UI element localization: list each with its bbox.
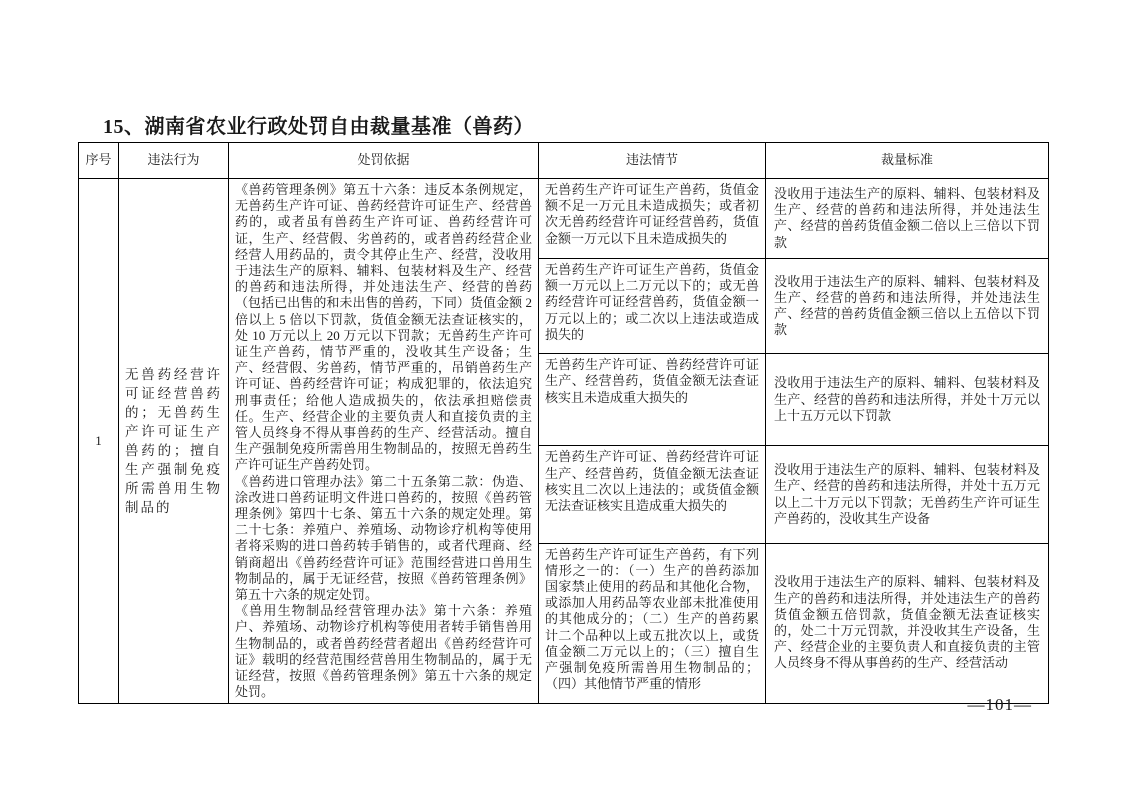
table-row	[79, 179, 1049, 259]
cell-standard-1: 没收用于违法生产的原料、辅料、包装材料及生产、经营的兽药和违法所得，并处违法生产、经营的兽药货值金额二倍以上三倍以下罚款	[766, 179, 1049, 259]
cell-standard-3: 没收用于违法生产的原料、辅料、包装材料及生产、经营的兽药和违法所得，并处十万元以上十五万元以下罚款	[766, 354, 1049, 446]
cell-illegal-act	[119, 179, 229, 704]
page-title: 15、湖南省农业行政处罚自由裁量基准（兽药）	[103, 116, 534, 138]
col-header-illegal-act: 违法行为	[119, 143, 229, 179]
cell-circumstance-1: 无兽药生产许可证生产兽药，货值金额不足一万元且未造成损失；或者初次无兽药经营许可证经营兽药，货值金额一万元以下且未造成损失的	[539, 179, 766, 259]
cell-penalty-basis	[229, 179, 539, 704]
cell-circumstance-5: 无兽药生产许可证生产兽药，有下列情形之一的：（一）生产的兽药添加国家禁止使用的药品和其他化合物，或添加人用药品等农业部未批准使用的其他成分的；（二）生产的兽药累计二个品种以上或五批次以上，或货值金额二万元以上的；（三）擅自生产强制免疫所需兽用生物制品的；（四）其他情节严重的情形	[539, 543, 766, 703]
penalty-basis-paragraph-1: 《兽药管理条例》第五十六条：违反本条例规定，无兽药生产许可证、兽药经营许可证生产、经营兽药的，或者虽有兽药生产许可证、兽药经营许可证，生产、经营假、劣兽药的，或者兽药经营企业经营人用药品的，责令其停止生产、经营，没收用于违法生产的原料、辅料、包装材料及生产、经营的兽药和违法所得，并处违法生产、经营的兽药（包括已出售的和未出售的兽药，下同）货值金额 2 倍以上 5 倍以下罚款，货值金额无法查证核实的，处 10 万元以上 20 万元以下罚款；无兽药生产许可证生产兽药，情节严重的，没收其生产设备；生产、经营假、劣兽药，情节严重的，吊销兽药生产许可证、兽药经营许可证；构成犯罪的，依法追究刑事责任；给他人造成损失的，依法承担赔偿责任。生产、经营企业的主要负责人和直接负责的主管人员终身不得从事兽药的生产、经营活动。擅自生产强制免疫所需兽用生物制品的，按照无兽药生产许可证生产兽药处罚。	[235, 182, 532, 473]
cell-circumstance-3: 无兽药生产许可证、兽药经营许可证生产、经营兽药，货值金额无法查证核实且未造成重大损失的	[539, 354, 766, 446]
penalty-basis-paragraph-2: 《兽药进口管理办法》第二十五条第二款：伪造、涂改进口兽药证明文件进口兽药的，按照《兽药管理条例》第四十七条、第五十六条的规定处理。第二十七条：养殖户、养殖场、动物诊疗机构等使用者将采购的进口兽药转手销售的，或者代理商、经销商超出《兽药经营许可证》范围经营进口兽用生物制品的，属于无证经营，按照《兽药管理条例》第五十六条的规定处罚。	[235, 473, 532, 603]
cell-standard-5: 没收用于违法生产的原料、辅料、包装材料及生产的兽药和违法所得，并处违法生产的兽药货值金额五倍罚款，货值金额无法查证核实的，处二十万元罚款，并没收其生产设备，生产、经营企业的主要负责人和直接负责的主管人员终身不得从事兽药的生产、经营活动	[766, 543, 1049, 703]
cell-standard-2: 没收用于违法生产的原料、辅料、包装材料及生产、经营的兽药和违法所得，并处违法生产、经营的兽药货值金额三倍以上五倍以下罚款	[766, 258, 1049, 353]
col-header-index: 序号	[79, 143, 119, 179]
col-header-standard: 裁量标准	[766, 143, 1049, 179]
penalty-basis-paragraph-3: 《兽用生物制品经营管理办法》第十六条：养殖户、养殖场、动物诊疗机构等使用者转手销售兽用生物制品的，或者兽药经营者超出《兽药经营许可证》载明的经营范围经营兽用生物制品的，属于无证经营，按照《兽药管理条例》第五十六条的规定处罚。	[235, 603, 532, 700]
penalty-table	[78, 142, 1049, 704]
cell-circumstance-2: 无兽药生产许可证生产兽药，货值金额一万元以上二万元以下的；或无兽药经营许可证经营兽药，货值金额一万元以上的；或二次以上违法或造成损失的	[539, 258, 766, 353]
cell-standard-4: 没收用于违法生产的原料、辅料、包装材料及生产、经营的兽药和违法所得，并处十五万元以上二十万元以下罚款；无兽药生产许可证生产兽药的，没收其生产设备	[766, 446, 1049, 543]
cell-circumstance-4: 无兽药生产许可证、兽药经营许可证生产、经营兽药，货值金额无法查证核实且二次以上违法的；或货值金额无法查证核实且造成重大损失的	[539, 446, 766, 543]
col-header-circumstance: 违法情节	[539, 143, 766, 179]
table-header-row	[79, 143, 1049, 179]
illegal-act-text: 无兽药经营许可证经营兽药的；无兽药生产许可证生产兽药的；擅自生产强制免疫所需兽用生物制品的	[125, 366, 222, 515]
col-header-penalty-basis: 处罚依据	[229, 143, 539, 179]
cell-index: 1	[79, 179, 119, 704]
page-number: —101—	[967, 695, 1032, 714]
